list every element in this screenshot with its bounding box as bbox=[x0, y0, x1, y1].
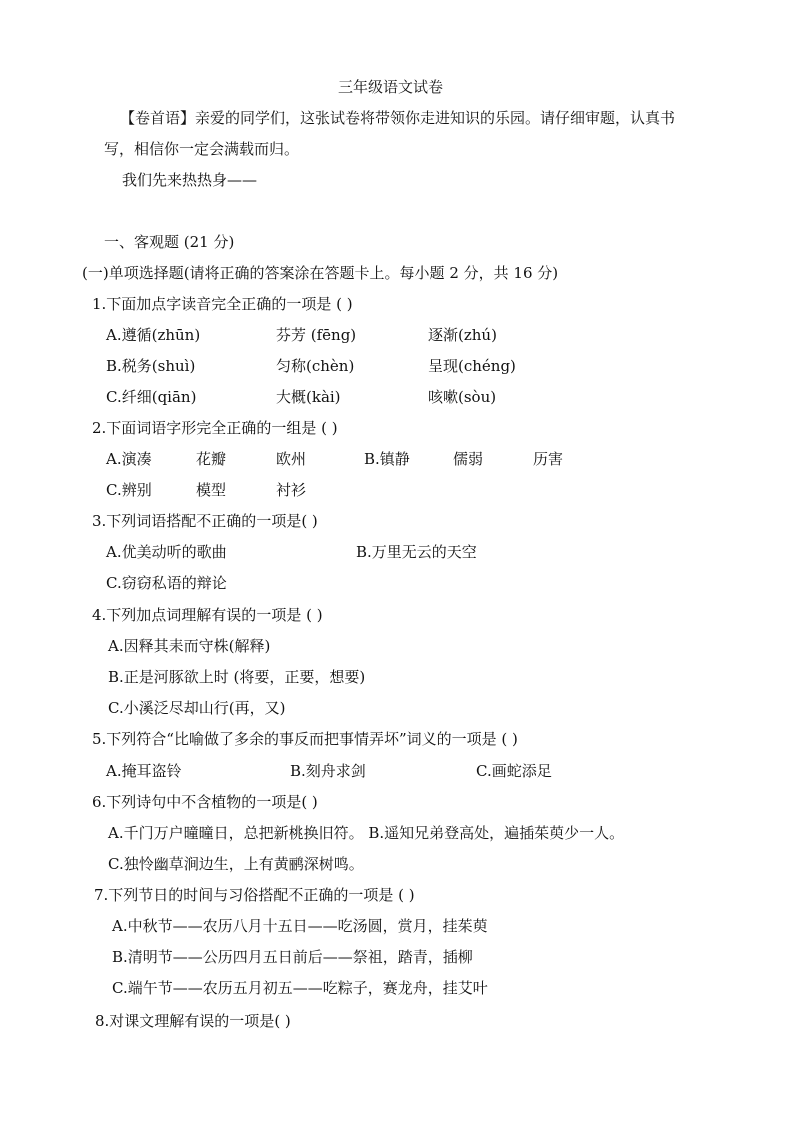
question-6-option: C.独怜幽草涧边生，上有黄鹂深树鸣。 bbox=[108, 855, 364, 873]
question-1-option: 呈现(chéng) bbox=[428, 357, 516, 375]
question-3-option: A.优美动听的歌曲 bbox=[106, 543, 227, 561]
question-7-option: A.中秋节——农历八月十五日——吃汤圆，赏月，挂茱萸 bbox=[112, 917, 488, 935]
question-1-option: A.遵循(zhūn) bbox=[106, 326, 201, 344]
intro-line-1: 【卷首语】亲爱的同学们，这张试卷将带领你走进知识的乐园。请仔细审题，认真书 bbox=[120, 109, 676, 127]
question-4-stem: 4.下列加点词理解有误的一项是 ( ) bbox=[92, 606, 323, 624]
question-2-option: C.辨别 bbox=[106, 481, 152, 499]
question-6-option: A.千门万户曈曈日，总把新桃换旧符。 B.遥知兄弟登高处，遍插茱萸少一人。 bbox=[108, 824, 625, 842]
question-3-stem: 3.下列词语搭配不正确的一项是( ) bbox=[92, 512, 318, 530]
question-7-option: C.端午节——农历五月初五——吃粽子，赛龙舟，挂艾叶 bbox=[112, 979, 488, 997]
question-2-option: A.演凑 bbox=[106, 450, 152, 468]
question-1-option: B.税务(shuì) bbox=[106, 357, 196, 375]
question-4-option: C.小溪泛尽却山行(再，又) bbox=[108, 699, 286, 717]
page-title: 三年级语文试卷 bbox=[338, 78, 444, 96]
question-1-option: 咳嗽(sòu) bbox=[428, 388, 497, 406]
question-6-stem: 6.下列诗句中不含植物的一项是( ) bbox=[92, 793, 318, 811]
question-4-option: A.因释其耒而守株(解释) bbox=[108, 637, 271, 655]
question-7-option: B.清明节——公历四月五日前后——祭祖，踏青，插柳 bbox=[112, 948, 473, 966]
question-1-option: C.纤细(qiān) bbox=[106, 388, 197, 406]
question-2-option: 儒弱 bbox=[453, 450, 484, 468]
question-5-option: A.掩耳盗铃 bbox=[106, 762, 182, 780]
intro-line-2: 写，相信你一定会满载而归。 bbox=[104, 140, 300, 158]
question-2-option: 模型 bbox=[196, 481, 227, 499]
question-5-option: C.画蛇添足 bbox=[476, 762, 552, 780]
question-4-option: B.正是河豚欲上时 (将要，正要，想要) bbox=[108, 668, 366, 686]
question-1-option: 逐渐(zhú) bbox=[428, 326, 497, 344]
question-8-stem: 8.对课文理解有误的一项是( ) bbox=[95, 1012, 291, 1030]
section-heading: 一、客观题 (21 分) bbox=[104, 233, 235, 251]
question-2-option: 欧州 bbox=[276, 450, 307, 468]
question-1-option: 大概(kài) bbox=[276, 388, 341, 406]
question-1-option: 芬芳 (fēng) bbox=[276, 326, 357, 344]
section-sub-heading: (一)单项选择题(请将正确的答案涂在答题卡上。每小题 2 分，共 16 分) bbox=[82, 264, 559, 282]
question-7-stem: 7.下列节日的时间与习俗搭配不正确的一项是 ( ) bbox=[94, 886, 415, 904]
question-2-option: 历害 bbox=[533, 450, 564, 468]
question-1-stem: 1.下面加点字读音完全正确的一项是 ( ) bbox=[92, 295, 353, 313]
intro-line-3: 我们先来热热身—— bbox=[122, 171, 258, 189]
question-1-option: 匀称(chèn) bbox=[276, 357, 355, 375]
question-2-stem: 2.下面词语字形完全正确的一组是 ( ) bbox=[92, 419, 338, 437]
question-5-option: B.刻舟求剑 bbox=[290, 762, 366, 780]
question-2-option: 花瓣 bbox=[196, 450, 227, 468]
question-2-option: B.镇静 bbox=[364, 450, 410, 468]
question-5-stem: 5.下列符合“比喻做了多余的事反而把事情弄坏”词义的一项是 ( ) bbox=[92, 730, 518, 748]
question-3-option: B.万里无云的天空 bbox=[356, 543, 477, 561]
question-3-option: C.窃窃私语的辩论 bbox=[106, 574, 227, 592]
question-2-option: 衬衫 bbox=[276, 481, 307, 499]
